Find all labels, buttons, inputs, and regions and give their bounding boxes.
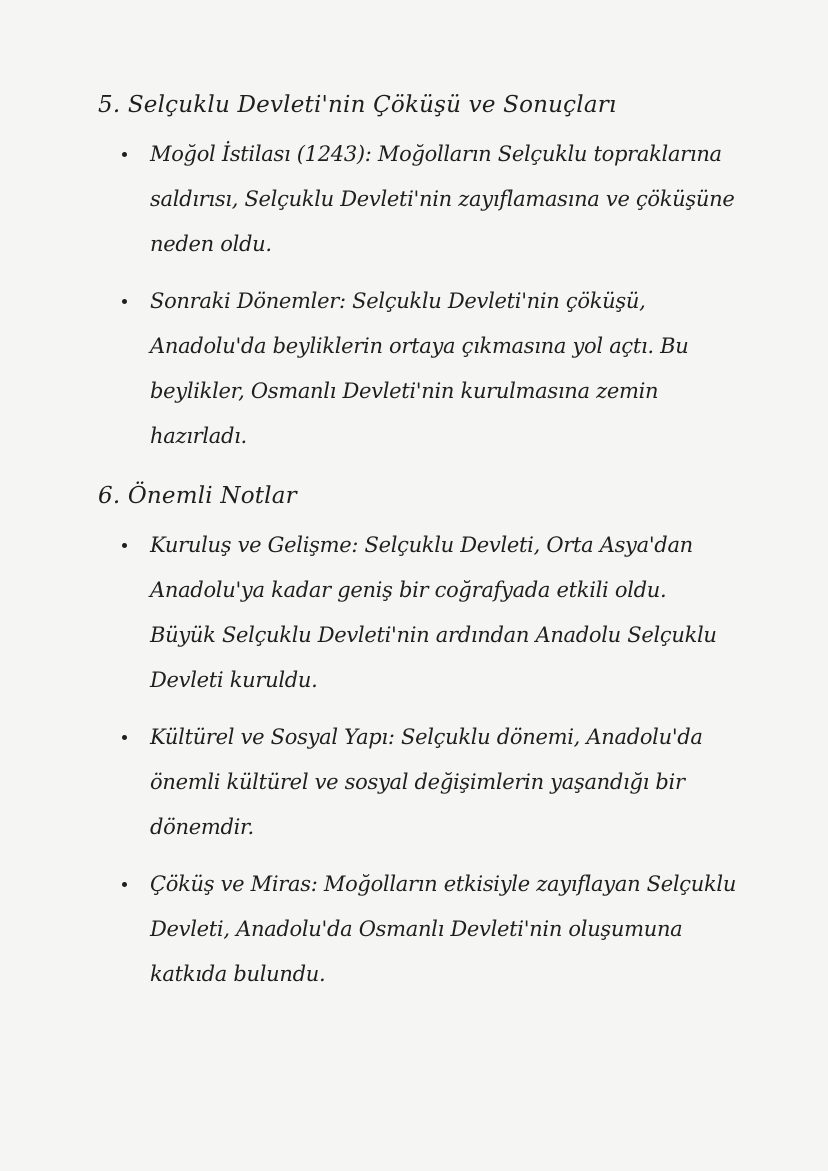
section-title-notes: 6. Önemli Notlar	[98, 483, 297, 509]
bullet-legacy	[98, 862, 738, 997]
bullet-text: Kuruluş ve Gelişme: Selçuklu Devleti, Orta Asya'dan Anadolu'ya kadar geniş bir coğrafyada etkili oldu. Büyük Selçuklu Devleti'nin ardından Anadolu Selçuklu Devleti kuruldu.	[150, 533, 717, 692]
bullet-list-collapse	[98, 132, 738, 459]
bullet-dot-icon	[122, 735, 127, 740]
bullet-dot-icon	[122, 882, 127, 887]
bullet-culture	[98, 715, 738, 850]
bullet-mongol-invasion	[98, 132, 738, 267]
bullet-dot-icon	[122, 543, 127, 548]
bullet-list-notes	[98, 523, 738, 997]
bullet-text: Moğol İstilası (1243): Moğolların Selçuklu topraklarına saldırısı, Selçuklu Devleti'nin zayıflamasına ve çöküşüne neden oldu.	[150, 142, 735, 256]
bullet-dot-icon	[122, 299, 127, 304]
bullet-later-periods	[98, 279, 738, 459]
bullet-founding	[98, 523, 738, 703]
bullet-text: Sonraki Dönemler: Selçuklu Devleti'nin çöküşü, Anadolu'da beyliklerin ortaya çıkmasına yol açtı. Bu beylikler, Osmanlı Devleti'nin kurulmasına zemin hazırladı.	[150, 289, 689, 448]
bullet-text: Kültürel ve Sosyal Yapı: Selçuklu dönemi, Anadolu'da önemli kültürel ve sosyal değişimlerin yaşandığı bir dönemdir.	[150, 725, 703, 839]
bullet-dot-icon	[122, 152, 127, 157]
bullet-text: Çöküş ve Miras: Moğolların etkisiyle zayıflayan Selçuklu Devleti, Anadolu'da Osmanlı Devleti'nin oluşumuna katkıda bulundu.	[150, 872, 737, 986]
section-title-collapse: 5. Selçuklu Devleti'nin Çöküşü ve Sonuçları	[98, 92, 617, 118]
